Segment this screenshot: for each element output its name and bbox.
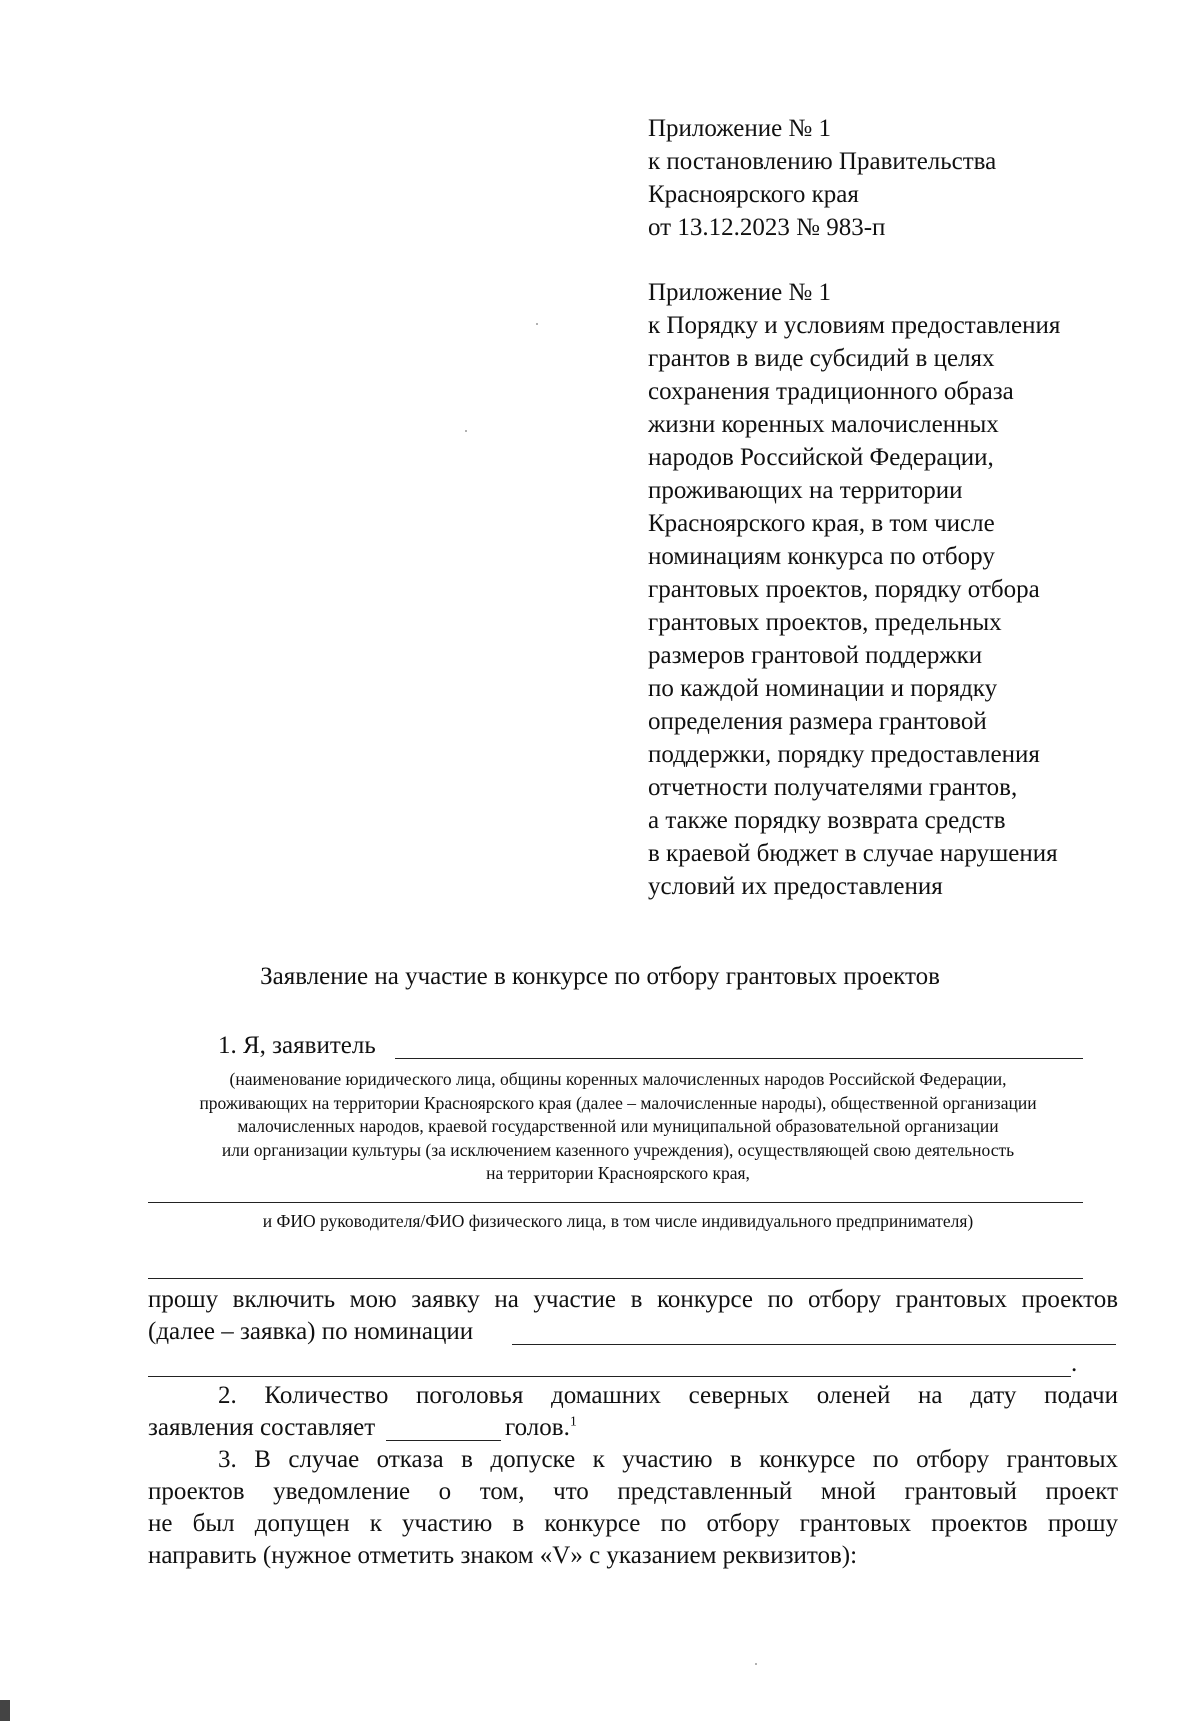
- applicant-name-field[interactable]: [395, 1058, 1083, 1059]
- appendix-line: номинациям конкурса по отбору: [648, 543, 995, 570]
- appendix-line: от 13.12.2023 № 983-п: [648, 214, 886, 241]
- document-title: Заявление на участие в конкурсе по отбору грантовых проектов: [260, 963, 940, 990]
- appendix-procedure-block: [648, 276, 1168, 903]
- heads-unit: [505, 1414, 577, 1442]
- note-line: на территории Красноярского края,: [486, 1163, 750, 1183]
- refusal-line: 3. В случае отказа в допуске к участию в конкурсе по отбору грантовых: [218, 1446, 1118, 1473]
- appendix-line: грантовых проектов, порядку отбора: [648, 576, 1040, 603]
- nomination-field-continued[interactable]: [148, 1376, 1071, 1377]
- appendix-line: к постановлению Правительства: [648, 148, 997, 175]
- appendix-line: по каждой номинации и порядку: [648, 675, 998, 702]
- reindeer-count-field[interactable]: [386, 1440, 501, 1441]
- appendix-line: сохранения традиционного образа: [648, 378, 1014, 405]
- appendix-line: народов Российской Федерации,: [648, 444, 994, 471]
- note-line: (наименование юридического лица, общины коренных малочисленных народов Российской Федерации,: [229, 1069, 1007, 1089]
- nomination-label: (далее – заявка) по номинации: [148, 1318, 474, 1345]
- appendix-line: к Порядку и условиям предоставления: [648, 312, 1061, 339]
- scan-speck: [755, 1663, 757, 1665]
- applicant-name-field-continued[interactable]: [148, 1202, 1083, 1203]
- note-line: или организации культуры (за исключением казенного учреждения), осуществляющей свою деятельность: [221, 1139, 1015, 1160]
- appendix-line: Красноярского края, в том числе: [648, 510, 995, 537]
- note-line: и ФИО руководителя/ФИО физического лица, в том числе индивидуального предпринимателя): [262, 1211, 974, 1231]
- appendix-line: грантов в виде субсидий в целях: [648, 345, 995, 372]
- reindeer-count-label-text: заявления составляет: [148, 1414, 376, 1441]
- manager-name-note: [148, 1210, 1088, 1234]
- manager-name-field[interactable]: [148, 1278, 1083, 1279]
- appendix-line: Приложение № 1: [648, 279, 832, 306]
- appendix-line: условий их предоставления: [648, 873, 943, 900]
- footnote-marker: 1: [569, 1414, 577, 1430]
- refusal-line-last: направить (нужное отметить знаком «V» с указанием реквизитов):: [148, 1542, 858, 1569]
- appendix-line: проживающих на территории: [648, 477, 963, 504]
- appendix-line: а также порядку возврата средств: [648, 807, 1006, 834]
- scan-speck: [536, 323, 538, 325]
- appendix-line: Приложение № 1: [648, 115, 832, 142]
- appendix-line: грантовых проектов, предельных: [648, 609, 1002, 636]
- appendix-line: определения размера грантовой: [648, 708, 987, 735]
- scan-edge-mark: [0, 1700, 10, 1721]
- appendix-government-block: [648, 112, 1168, 244]
- appendix-line: размеров грантовой поддержки: [648, 642, 983, 669]
- appendix-line: в краевой бюджет в случае нарушения: [648, 840, 1058, 867]
- reindeer-count-label: [148, 1414, 375, 1442]
- scan-speck: [465, 430, 467, 432]
- appendix-line: жизни коренных малочисленных: [648, 411, 999, 438]
- refusal-line: не был допущен к участию в конкурсе по отбору грантовых проектов прошу: [148, 1510, 1118, 1537]
- nomination-field[interactable]: [512, 1344, 1116, 1345]
- appendix-line: поддержки, порядку предоставления: [648, 741, 1040, 768]
- applicant-label: 1. Я, заявитель: [218, 1032, 376, 1059]
- reindeer-count-line: 2. Количество поголовья домашних северных оленей на дату подачи: [218, 1382, 1118, 1409]
- request-line: прошу включить мою заявку на участие в конкурсе по отбору грантовых проектов: [148, 1286, 1118, 1313]
- refusal-line: проектов уведомление о том, что представленный мной грантовый проект: [148, 1478, 1118, 1505]
- note-line: малочисленных народов, краевой государственной или муниципальной образовательной организации: [237, 1116, 999, 1136]
- note-line: проживающих на территории Красноярского края (далее – малочисленные народы), общественной организации: [199, 1092, 1037, 1113]
- appendix-line: Красноярского края: [648, 181, 859, 208]
- appendix-line: отчетности получателями грантов,: [648, 774, 1018, 801]
- heads-unit-text: голов.: [505, 1414, 570, 1441]
- period-mark: .: [1071, 1350, 1078, 1377]
- applicant-note: [148, 1068, 1088, 1186]
